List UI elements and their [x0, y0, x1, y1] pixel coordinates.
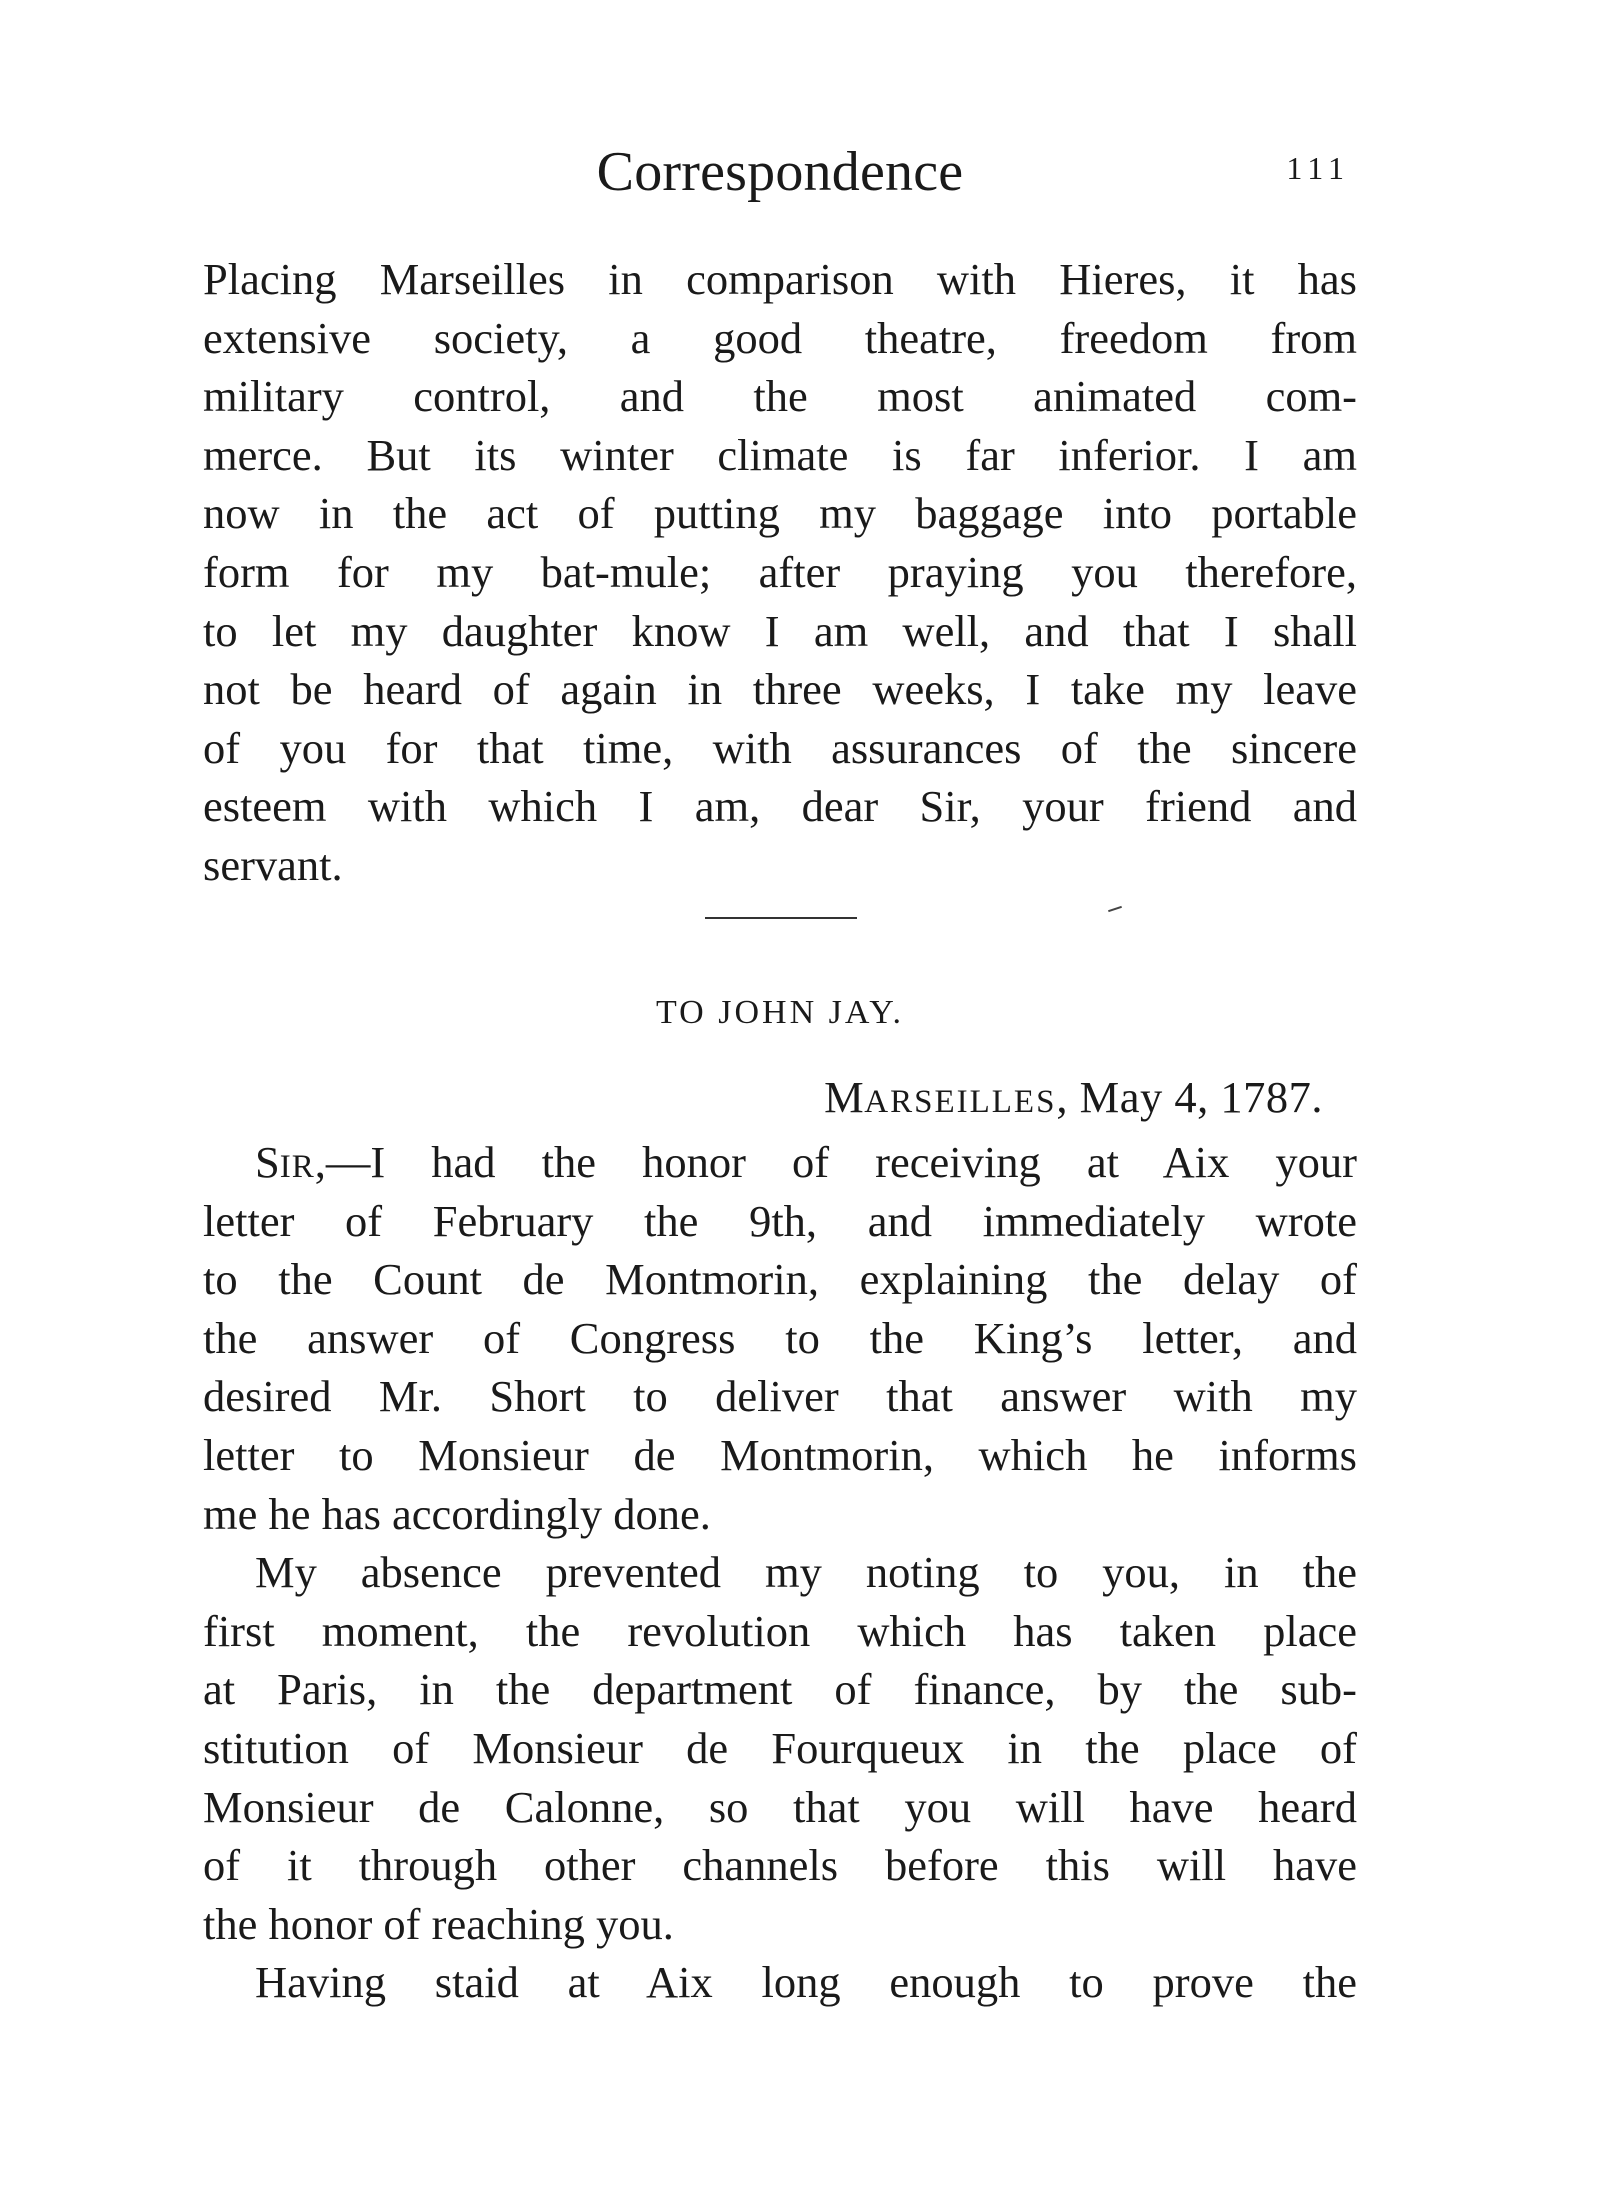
dateline-comma: , [1056, 1072, 1080, 1122]
text-line: me he has accordingly done. [203, 1488, 711, 1539]
previous-letter-closing [203, 250, 1357, 895]
text-line: to the Count de Montmorin, explaining the delay of [203, 1254, 1357, 1305]
dateline-date: May 4, 1787. [1079, 1072, 1323, 1122]
salutation: IR [279, 1149, 315, 1185]
running-head [200, 132, 1360, 212]
dateline-place: ARSEILLES [864, 1084, 1057, 1120]
text-line: of you for that time, with assurances of the sincere [203, 722, 1357, 773]
text-line: extensive society, a good theatre, freedom from [203, 312, 1357, 363]
text-line: not be heard of again in three weeks, I take my leave [203, 664, 1357, 715]
text-line: letter to Monsieur de Montmorin, which he informs [203, 1429, 1357, 1480]
text-line: stitution of Monsieur de Fourqueux in the place of [203, 1722, 1357, 1773]
text-line: now in the act of putting my baggage into portable [203, 488, 1357, 539]
text-line: Placing Marseilles in comparison with Hieres, it has [203, 254, 1357, 304]
text-line: letter of February the 9th, and immediately wrote [203, 1195, 1357, 1246]
text-line: My absence prevented my noting to you, in the [255, 1547, 1357, 1598]
text-line: of it through other channels before this will have [203, 1840, 1357, 1891]
text-line: military control, and the most animated com- [203, 371, 1357, 422]
letter-body [203, 1133, 1357, 2012]
text-line: servant. [203, 839, 343, 890]
dateline-place-initial: M [824, 1072, 865, 1122]
text-line: merce. But its winter climate is far inferior. I am [203, 429, 1357, 480]
text-line: first moment, the revolution which has taken place [203, 1605, 1357, 1656]
text-line: Having staid at Aix long enough to prove the [255, 1957, 1357, 2008]
salutation-initial: S [255, 1137, 280, 1187]
salutation-line [203, 1133, 1357, 1192]
letter-dateline [824, 1068, 1323, 1131]
text-line: the answer of Congress to the King’s letter, and [203, 1312, 1357, 1363]
text-line: desired Mr. Short to deliver that answer with my [203, 1371, 1357, 1422]
text-line: Monsieur de Calonne, so that you will have heard [203, 1781, 1357, 1832]
print-speck [1108, 906, 1122, 912]
page-number: 111 [1286, 150, 1350, 186]
text-line: to let my daughter know I am well, and that I shall [203, 605, 1357, 656]
running-title: Correspondence [596, 141, 964, 203]
salutation-rest: ,—I had the honor of receiving at Aix your [314, 1137, 1357, 1187]
text-line: esteem with which I am, dear Sir, your friend and [203, 781, 1357, 832]
text-line: the honor of reaching you. [203, 1898, 674, 1949]
letter-recipient: TO JOHN JAY. [656, 994, 904, 1031]
section-divider [705, 917, 857, 919]
text-line: form for my bat-mule; after praying you therefore, [203, 546, 1357, 597]
text-line: at Paris, in the department of finance, by the sub- [203, 1664, 1357, 1715]
